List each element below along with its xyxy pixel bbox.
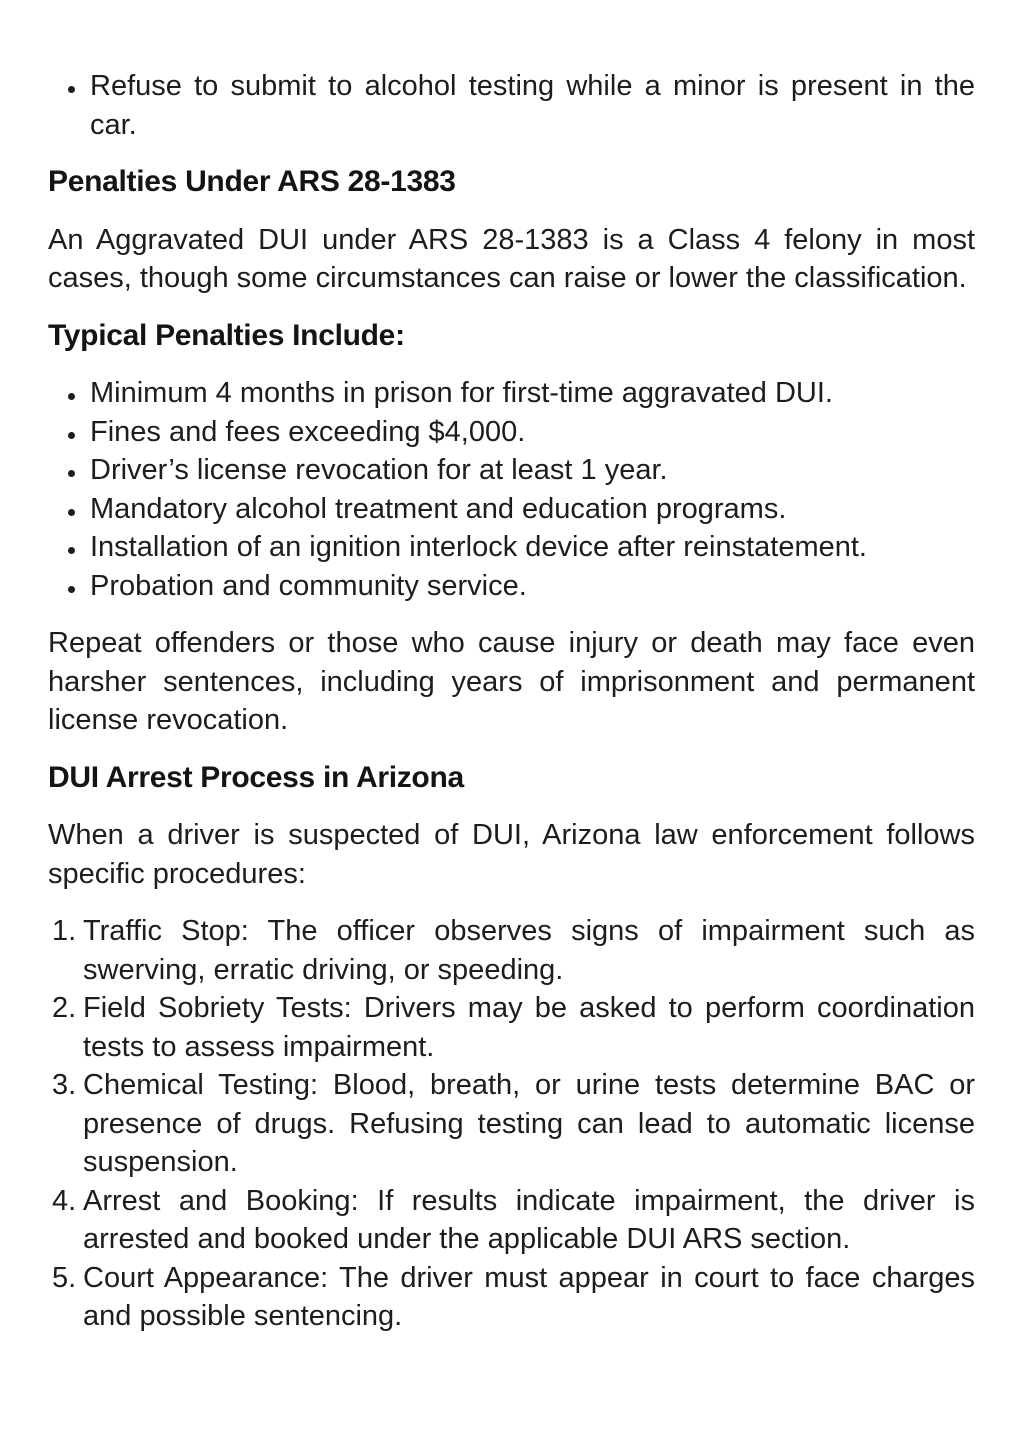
bullet-dot-icon <box>68 509 75 516</box>
repeat-offenders-paragraph: Repeat offenders or those who cause injury or death may face even harsher sentences, including years of imprisonment and permanent license revocation. <box>48 627 975 736</box>
penalty-item <box>90 567 975 606</box>
arrest-process-intro-paragraph: When a driver is suspected of DUI, Arizona law enforcement follows specific procedures: <box>48 819 975 890</box>
penalty-item-text: Mandatory alcohol treatment and education programs. <box>90 492 787 525</box>
penalty-item-text: Minimum 4 months in prison for first-time aggravated DUI. <box>90 377 833 409</box>
penalties-paragraph: An Aggravated DUI under ARS 28-1383 is a Class 4 felony in most cases, though some circumstances can raise or lower the classification. <box>48 223 975 294</box>
arrest-step-text: Arrest and Booking: If results indicate impairment, the driver is arrested and booked under the applicable DUI ARS section. <box>83 1184 975 1255</box>
arrest-process-steps <box>48 912 975 1336</box>
penalty-item <box>90 374 975 413</box>
arrest-step <box>83 912 975 989</box>
bullet-dot-icon <box>68 547 75 554</box>
arrest-step-text: Court Appearance: The driver must appear in court to face charges and possible sentencing. <box>83 1261 975 1332</box>
penalty-item-text: Driver’s license revocation for at least 1 year. <box>90 454 668 486</box>
bullet-dot-icon <box>68 470 75 477</box>
bullet-dot-icon <box>68 432 75 439</box>
penalty-item <box>90 451 975 490</box>
typical-penalties-list <box>48 374 975 605</box>
intro-bullet-item <box>90 67 975 144</box>
penalty-item-text: Installation of an ignition interlock device after reinstatement. <box>90 531 867 563</box>
penalties-section-heading: Penalties Under ARS 28-1383 <box>48 165 456 198</box>
penalty-item-text: Fines and fees exceeding $4,000. <box>90 415 526 448</box>
bullet-dot-icon <box>68 86 75 93</box>
typical-penalties-heading: Typical Penalties Include: <box>48 318 405 352</box>
arrest-step-text: Field Sobriety Tests: Drivers may be asked to perform coordination tests to assess impairment. <box>83 992 975 1063</box>
arrest-step-text: Traffic Stop: The officer observes signs of impairment such as swerving, erratic driving, or speeding. <box>83 915 975 986</box>
penalty-item-text: Probation and community service. <box>90 569 527 602</box>
arrest-step <box>83 1182 975 1259</box>
penalty-item <box>90 490 975 529</box>
penalty-item <box>90 528 975 567</box>
arrest-step <box>83 989 975 1066</box>
bullet-dot-icon <box>68 393 75 400</box>
intro-bullet-text: Refuse to submit to alcohol testing while a minor is present in the car. <box>90 70 975 141</box>
arrest-step-text: Chemical Testing: Blood, breath, or urine tests determine BAC or presence of drugs. Refusing testing can lead to automatic license suspension. <box>83 1069 975 1178</box>
arrest-step <box>83 1066 975 1182</box>
bullet-dot-icon <box>68 586 75 593</box>
penalty-item <box>90 413 975 452</box>
arrest-process-heading: DUI Arrest Process in Arizona <box>48 760 464 794</box>
arrest-step <box>83 1259 975 1336</box>
intro-bullet-list <box>48 67 975 144</box>
